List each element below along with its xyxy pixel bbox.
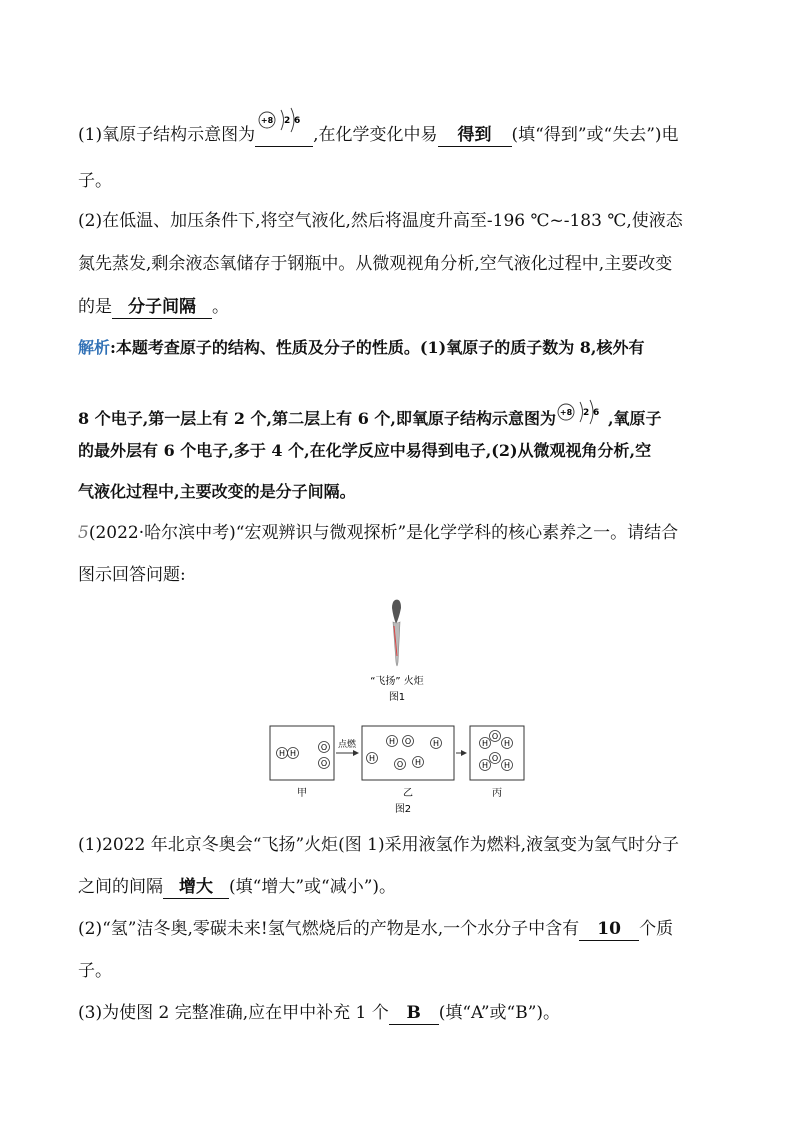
atom-nucleus: +8 [260, 116, 274, 125]
q5-number: 5 [78, 523, 89, 543]
sub3-line [78, 1002, 560, 1025]
sub2-text-b: 个质 [639, 919, 674, 939]
sub3-text-a: (3)为使图 2 完整准确,应在甲中补充 1 个 [78, 1003, 389, 1023]
atom-h: H [481, 739, 489, 748]
oxygen-atom-diagram [257, 104, 309, 138]
analysis-line1 [78, 337, 644, 359]
sub1-answer: 增大 [163, 876, 229, 899]
atom-h: H [503, 739, 511, 748]
analysis-label: 解析 [78, 338, 111, 357]
q2-text-b: 。 [212, 297, 229, 317]
q1-answer: 得到 [438, 124, 512, 147]
q2-line1: (2)在低温、加压条件下,将空气液化,然后将温度升高至-196 ℃~-183 ℃,使液态 [78, 211, 683, 231]
sub2-line1 [78, 918, 673, 941]
q5-line2: 图示回答问题: [78, 565, 186, 585]
atom-diagram-blank [255, 116, 313, 147]
sub1-text-a: 之间的间隔 [78, 877, 163, 897]
figure-2 [266, 724, 536, 816]
sub2-text-a: (2)“氢”洁冬奥,零碳未来!氢气燃烧后的产物是水,一个水分子中含有 [78, 919, 580, 939]
torch-image [392, 600, 401, 666]
figure-1 [337, 596, 457, 706]
atom-shell2: 6 [294, 116, 301, 126]
q5-line1 [78, 522, 678, 544]
atom-h: H [414, 758, 422, 767]
atom-o: O [491, 754, 499, 763]
fig2-label: 图2 [394, 804, 412, 815]
fig1-label: 图1 [388, 692, 406, 703]
q1-text-c: (填“得到”或“失去”)电 [511, 125, 679, 145]
q1-line2: 子。 [78, 171, 112, 191]
q1-text-b: ,在化学变化中易 [313, 125, 438, 145]
oxygen-atom-diagram-2 [556, 396, 608, 430]
atom-shell1: 2 [284, 116, 291, 126]
sub3-text-b: (填“A”或“B”)。 [438, 1003, 561, 1023]
atom-shell2-2: 6 [592, 408, 600, 418]
sub1-line1: (1)2022 年北京冬奥会“飞扬”火炬(图 1)采用液氢作为燃料,液氢变为氢气时分子 [78, 835, 680, 855]
atom-o: O [491, 732, 499, 741]
atom-h: H [368, 754, 376, 763]
atom-h: H [481, 761, 489, 770]
q2-line3 [78, 296, 229, 319]
sub3-answer: B [389, 1002, 439, 1025]
box-yi [362, 726, 454, 780]
q1-line1 [78, 116, 679, 147]
atom-h: H [289, 749, 297, 758]
q2-text-a: 的是 [78, 297, 112, 317]
sub1-line2 [78, 876, 396, 899]
atom-shell1-2: 2 [582, 408, 590, 418]
atom-o: O [320, 743, 328, 752]
atom-h: H [432, 739, 440, 748]
atom-h: H [278, 749, 286, 758]
box-label-jia: 甲 [297, 788, 307, 799]
analysis-line3: 的最外层有 6 个电子,多于 4 个,在化学反应中易得到电子,(2)从微观视角分析,空 [78, 441, 652, 460]
box-label-yi: 乙 [403, 788, 413, 799]
atom-nucleus-2: +8 [559, 408, 573, 417]
analysis-line4: 气液化过程中,主要改变的是分子间隔。 [78, 482, 356, 501]
box-label-bing: 丙 [492, 788, 502, 799]
sub1-text-b: (填“增大”或“减小”)。 [229, 877, 397, 897]
torch-caption: “飞扬” 火炬 [370, 676, 424, 687]
q2-line2: 氮先蒸发,剩余液态氧储存于钢瓶中。从微观视角分析,空气液化过程中,主要改变 [78, 254, 673, 274]
q2-answer: 分子间隔 [112, 296, 212, 319]
atom-o: O [396, 760, 404, 769]
analysis-line2 [78, 396, 662, 430]
atom-o: O [404, 737, 412, 746]
q1-text-a: (1)氧原子结构示意图为 [78, 125, 256, 145]
analysis-text2b: ,氧原子 [607, 409, 662, 428]
atom-o: O [320, 759, 328, 768]
analysis-text2a: 8 个电子,第一层上有 2 个,第二层上有 6 个,即氧原子结构示意图为 [78, 409, 556, 428]
q5-text1: (2022·哈尔滨中考)“宏观辨识与微观探析”是化学学科的核心素养之一。请结合 [88, 523, 679, 543]
analysis-text1: :本题考查原子的结构、性质及分子的性质。(1)氧原子的质子数为 8,核外有 [110, 338, 645, 357]
sub2-answer: 10 [579, 918, 639, 941]
atom-h: H [503, 761, 511, 770]
atom-h: H [388, 737, 396, 746]
arrow-label: 点燃 [337, 740, 357, 750]
sub2-line2: 子。 [78, 961, 112, 981]
